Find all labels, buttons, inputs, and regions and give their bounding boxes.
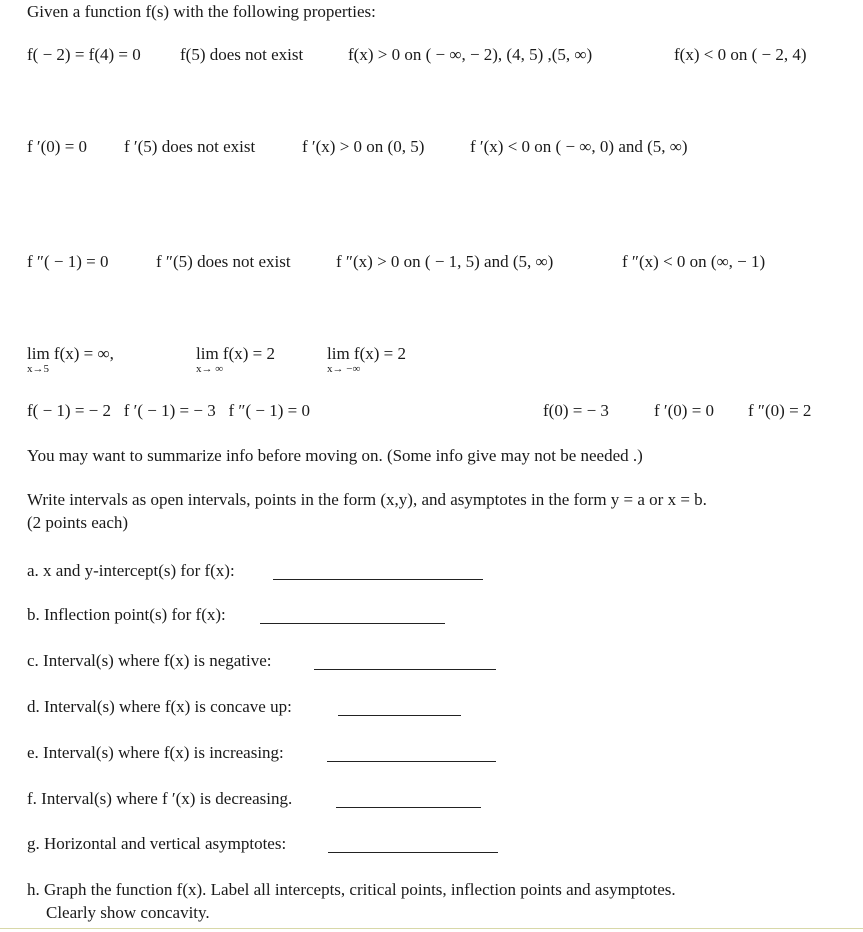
fprime-positive: f ′(x) > 0 on (0, 5) bbox=[302, 137, 425, 156]
f-negative-intervals: f(x) < 0 on ( − 2, 4) bbox=[674, 45, 807, 64]
values-at-neg-one: f( − 1) = − 2 f ′( − 1) = − 3 f ″( − 1) = 0 bbox=[27, 401, 310, 420]
question-h: h. Graph the function f(x). Label all intercepts, critical points, inflection points and asymptotes. bbox=[27, 880, 676, 899]
question-f: f. Interval(s) where f ′(x) is decreasing. bbox=[27, 789, 293, 808]
limit-x-to-infinity bbox=[196, 344, 275, 375]
summary-note: You may want to summarize info before moving on. (Some info give may not be needed .) bbox=[27, 446, 643, 465]
page-bottom-divider bbox=[0, 928, 863, 929]
question-c: c. Interval(s) where f(x) is negative: bbox=[27, 651, 272, 670]
fdoubleprime-negative: f ″(x) < 0 on (∞, − 1) bbox=[622, 252, 766, 271]
fdoubleprime-undefined: f ″(5) does not exist bbox=[156, 252, 291, 271]
fdoubleprime-zero: f ″( − 1) = 0 bbox=[27, 252, 109, 271]
question-e: e. Interval(s) where f(x) is increasing: bbox=[27, 743, 284, 762]
question-d: d. Interval(s) where f(x) is concave up: bbox=[27, 697, 292, 716]
answer-blank-c[interactable] bbox=[314, 669, 496, 670]
f-zeros: f( − 2) = f(4) = 0 bbox=[27, 45, 141, 64]
question-a: a. x and y-intercept(s) for f(x): bbox=[27, 561, 235, 580]
limit-expression: lim f(x) = 2 bbox=[327, 344, 406, 363]
limit-expression: lim f(x) = ∞, bbox=[27, 344, 114, 363]
question-g: g. Horizontal and vertical asymptotes: bbox=[27, 834, 287, 853]
answer-blank-d[interactable] bbox=[338, 715, 461, 716]
fprime-zero: f ′(0) = 0 bbox=[27, 137, 88, 156]
limit-subscript: x→ −∞ bbox=[327, 363, 361, 375]
f-undefined: f(5) does not exist bbox=[180, 45, 304, 64]
f-at-zero: f(0) = − 3 bbox=[543, 401, 609, 420]
answer-blank-g[interactable] bbox=[328, 852, 498, 853]
question-h-continued: Clearly show concavity. bbox=[46, 903, 210, 922]
answer-blank-a[interactable] bbox=[273, 579, 483, 580]
limit-subscript: x→5 bbox=[27, 363, 49, 375]
fdoubleprime-positive: f ″(x) > 0 on ( − 1, 5) and (5, ∞) bbox=[336, 252, 554, 271]
limit-x-to-5 bbox=[27, 344, 114, 375]
fprime-negative: f ′(x) < 0 on ( − ∞, 0) and (5, ∞) bbox=[470, 137, 688, 156]
limit-x-to-neg-infinity bbox=[327, 344, 406, 375]
f-positive-intervals: f(x) > 0 on ( − ∞, − 2), (4, 5) ,(5, ∞) bbox=[348, 45, 593, 64]
instructions-line2: (2 points each) bbox=[27, 513, 129, 532]
fprime-undefined: f ′(5) does not exist bbox=[124, 137, 256, 156]
limit-expression: lim f(x) = 2 bbox=[196, 344, 275, 363]
answer-blank-f[interactable] bbox=[336, 807, 481, 808]
answer-blank-b[interactable] bbox=[260, 623, 445, 624]
question-b: b. Inflection point(s) for f(x): bbox=[27, 605, 226, 624]
fprime-at-zero: f ′(0) = 0 bbox=[654, 401, 715, 420]
fdoubleprime-at-zero: f ″(0) = 2 bbox=[748, 401, 812, 420]
intro-text: Given a function f(s) with the following properties: bbox=[27, 2, 376, 21]
instructions-line1: Write intervals as open intervals, points in the form (x,y), and asymptotes in the form y = a or x = b. bbox=[27, 490, 707, 509]
answer-blank-e[interactable] bbox=[327, 761, 496, 762]
limit-subscript: x→ ∞ bbox=[196, 363, 224, 375]
